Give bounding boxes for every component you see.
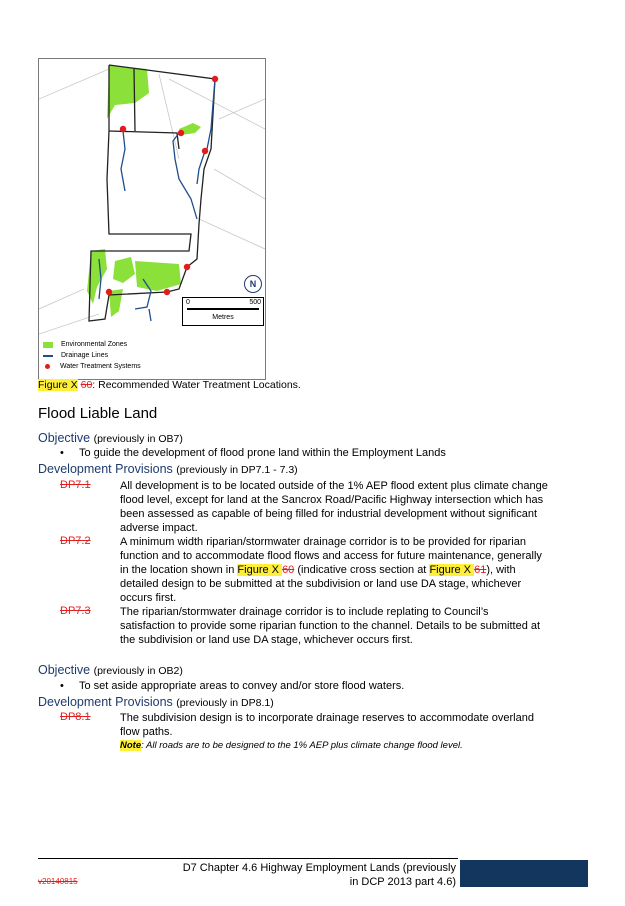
treatment-swatch-icon (45, 364, 50, 369)
drainage-swatch-icon (43, 355, 53, 357)
objective-bullet: • To guide the development of flood prone land within the Employment Lands (60, 447, 446, 459)
map-graphic (39, 59, 265, 379)
scale-bar (182, 297, 264, 326)
legend-item: Water Treatment Systems (43, 361, 141, 372)
note: Note: All roads are to be designed to the 1% AEP plus climate change flood level. (120, 740, 463, 751)
map-legend (43, 339, 141, 372)
footer-color-block (460, 860, 588, 887)
footer-divider (38, 858, 458, 859)
scale-bar-line (187, 308, 259, 310)
provisions-heading: Development Provisions (previously in DP7.1 - 7.3) (38, 462, 298, 476)
map-figure (38, 58, 266, 380)
scale-unit: Metres (212, 314, 234, 321)
objective-heading: Objective (previously in OB7) (38, 431, 183, 445)
provision-text: The subdivision design is to incorporate drainage reserves to accommodate overland flow paths. Note: All roads are to be designed to the 1% AEP plus climate change flood level. (120, 711, 592, 753)
north-arrow-icon: N (244, 275, 262, 293)
provision-number: DP7.3 (60, 605, 91, 617)
figure-caption: Figure X 60: Recommended Water Treatment Locations. (38, 379, 301, 391)
legend-item: Environmental Zones (43, 339, 141, 350)
provision-text: All development is to be located outside of the 1% AEP flood extent plus climate change flood level, except for land at the Sancrox Road/Pacific Highway intersection which has been assessed as capable of being filled for industrial development without significant adverse impact. (120, 480, 548, 534)
footer-title: D7 Chapter 4.6 Highway Employment Lands (previously in DCP 2013 part 4.6) (182, 862, 456, 888)
zone-swatch-icon (43, 342, 53, 348)
scale-start: 0 (186, 299, 190, 306)
provision-number: DP7.1 (60, 479, 91, 491)
scale-end: 500 (249, 299, 261, 306)
footer-version: v20140815 (38, 877, 78, 886)
provisions-heading: Development Provisions (previously in DP8.1) (38, 695, 274, 709)
provision-number: DP8.1 (60, 711, 91, 723)
provision-number: DP7.2 (60, 535, 91, 547)
provision-text: The riparian/stormwater drainage corridor is to include replating to Council’s satisfaction to provide some riparian function to the channel. Details to be submitted at the subdivision or land use DA stage, whichever occurs first. (120, 606, 541, 646)
objective-bullet: • To set aside appropriate areas to convey and/or store flood waters. (60, 680, 405, 692)
environmental-zones (87, 65, 201, 317)
objective-heading: Objective (previously in OB2) (38, 663, 183, 677)
provision-text: A minimum width riparian/stormwater drainage corridor is to be provided for riparian function and to accommodate flood flows and access for future maintenance, generally in the location shown in Figure X 60 (indicative cross section at Figure X 61), with detailed design to be submitted at the subdivision or land use DA stage, whichever occurs first. (120, 536, 542, 604)
section-heading: Flood Liable Land (38, 405, 158, 422)
legend-item: Drainage Lines (43, 350, 141, 361)
